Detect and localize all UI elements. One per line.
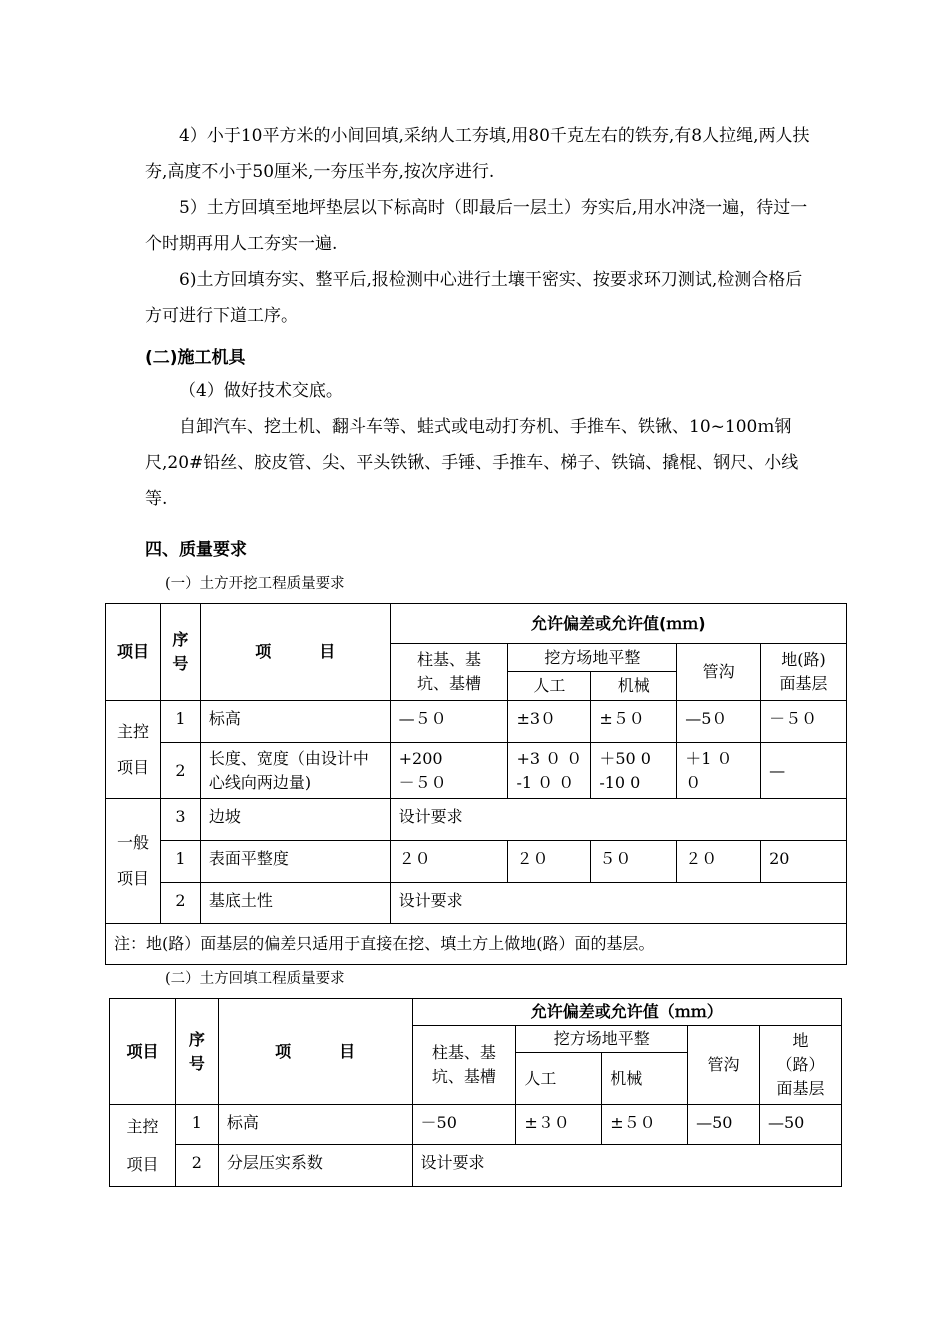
header-foundation: 柱基、基 坑、基槽 <box>412 1026 516 1105</box>
cell: 1 <box>160 841 200 883</box>
cell: ２０ <box>677 841 761 883</box>
cell: —50 <box>688 1105 760 1145</box>
cell: 设计要求 <box>412 1145 841 1187</box>
paragraph-block-2 <box>145 373 815 517</box>
cell: ２０ <box>390 841 508 883</box>
header-base-layer: 地(路) 面基层 <box>761 644 847 701</box>
header-machine: 机械 <box>591 672 677 701</box>
cell: —5０ <box>677 701 761 743</box>
header-site-leveling: 挖方场地平整 <box>508 644 677 672</box>
header-foundation: 柱基、基 坑、基槽 <box>390 644 508 701</box>
cell: 2 <box>175 1145 218 1187</box>
cell: —５０ <box>390 701 508 743</box>
cell: －５０ <box>761 701 847 743</box>
table-row <box>110 1145 842 1187</box>
table-note-row <box>106 924 847 965</box>
excavation-quality-table <box>105 603 847 965</box>
table1-caption: (一）土方开挖工程质量要求 <box>165 576 345 592</box>
cell: 设计要求 <box>390 883 846 924</box>
header-allowance: 允许偏差或允许值(ｍｍ) <box>390 604 846 644</box>
cell: ±３０ <box>516 1105 602 1145</box>
paragraph: 自卸汽车、挖土机、翻斗车等、蛙式或电动打夯机、手推车、铁锹、10~100ｍ钢尺,20#铅丝、胶皮管、尖、平头铁锹、手锤、手推车、梯子、铁镐、撬棍、钢尺、小线等. <box>145 417 799 509</box>
backfill-quality-table <box>109 998 842 1187</box>
header-ditch: 管沟 <box>677 644 761 701</box>
cell: 1 <box>160 701 200 743</box>
header-ditch: 管沟 <box>688 1026 760 1105</box>
cell: 表面平整度 <box>200 841 390 883</box>
header-item: 项目 <box>110 999 176 1105</box>
cell: +3 ０ ０ -1 ０ ０ <box>508 743 591 799</box>
header-serial: 序 号 <box>160 604 200 701</box>
header-machine: 机械 <box>602 1053 688 1105</box>
paragraph: 6)土方回填夯实、整平后,报检测中心进行土壤干密实、按要求环刀测试,检测合格后方可进行下道工序。 <box>145 270 803 326</box>
paragraph: 5）土方回填至地坪垫层以下标高时（即最后一层土）夯实后,用水冲浇一遍，待过一个时期再用人工夯实一遍. <box>145 198 808 254</box>
header-name: 项 目 <box>200 604 390 701</box>
table-note: 注：地(路）面基层的偏差只适用于直接在挖、填土方上做地(路）面的基层。 <box>106 924 847 965</box>
cell: ＋1 ０ ０ <box>677 743 761 799</box>
paragraph: （4）做好技术交底。 <box>179 381 343 401</box>
table-row <box>106 883 847 924</box>
cell: ＋50 0 -10 0 <box>591 743 677 799</box>
cell: 设计要求 <box>390 799 846 841</box>
cell: 2 <box>160 883 200 924</box>
cell: +200 －５０ <box>390 743 508 799</box>
group-main-control: 主控 项目 <box>106 701 161 799</box>
group-main-control: 主控 项目 <box>110 1105 176 1187</box>
paragraph: 4）小于10平方米的小间回填,采纳人工夯填,用80千克左右的铁夯,有8人拉绳,两人扶夯,高度不小于50厘米,一夯压半夯,按次序进行. <box>145 126 810 182</box>
cell: — <box>761 743 847 799</box>
table-row <box>106 743 847 799</box>
cell: 20 <box>761 841 847 883</box>
header-item: 项目 <box>106 604 161 701</box>
header-manual: 人工 <box>516 1053 602 1105</box>
cell: 基底土性 <box>200 883 390 924</box>
header-serial: 序 号 <box>175 999 218 1105</box>
cell: —50 <box>759 1105 841 1145</box>
cell: ±５０ <box>591 701 677 743</box>
cell: －50 <box>412 1105 516 1145</box>
cell: 2 <box>160 743 200 799</box>
cell: 标高 <box>218 1105 412 1145</box>
cell: ±3０ <box>508 701 591 743</box>
table2-caption: (二）土方回填工程质量要求 <box>165 971 345 987</box>
cell: 分层压实系数 <box>218 1145 412 1187</box>
table-row <box>106 701 847 743</box>
group-general: 一般 项目 <box>106 799 161 924</box>
header-name: 项 目 <box>218 999 412 1105</box>
cell: 3 <box>160 799 200 841</box>
header-allowance: 允许偏差或允许值（ｍｍ） <box>412 999 841 1026</box>
cell: ±５０ <box>602 1105 688 1145</box>
cell: 长度、宽度（由设计中心线向两边量) <box>200 743 390 799</box>
table-row <box>106 799 847 841</box>
header-manual: 人工 <box>508 672 591 701</box>
section-heading-quality: 四、质量要求 <box>145 540 247 560</box>
paragraph-block-1 <box>145 118 815 334</box>
header-base-layer: 地 （路） 面基层 <box>759 1026 841 1105</box>
cell: ２０ <box>508 841 591 883</box>
cell: ５０ <box>591 841 677 883</box>
header-site-leveling: 挖方场地平整 <box>516 1026 688 1053</box>
section-heading-tools: (二)施工机具 <box>145 348 246 368</box>
cell: 边坡 <box>200 799 390 841</box>
cell: 标高 <box>200 701 390 743</box>
cell: 1 <box>175 1105 218 1145</box>
table-row <box>106 841 847 883</box>
table-row <box>110 1105 842 1145</box>
